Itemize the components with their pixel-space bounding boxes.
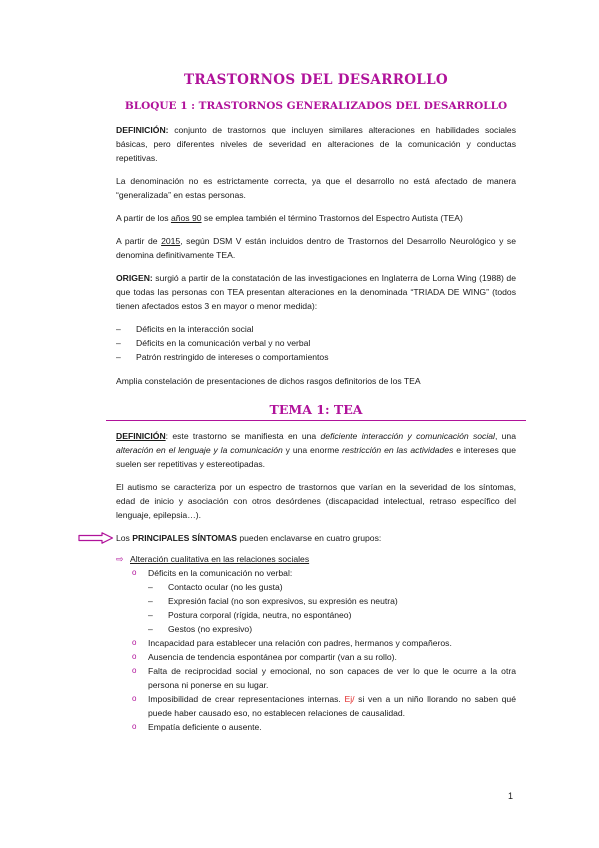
circle-bullet-icon: o xyxy=(132,638,137,647)
impossibility-text: si ven a un niño llorando no saben qué puede haber causado eso, no establecen relaciones de causalidad. xyxy=(148,694,516,718)
symptoms-pre: Los xyxy=(116,533,133,543)
social-alteration-heading xyxy=(116,552,516,566)
incapacity-text: Incapacidad para establecer una relación con padres, hermanos y compañeros. xyxy=(148,638,452,648)
dsm-post: , según DSM V están incluidos dentro de Trastornos del Desarrollo Neurológico y se denomina definitivamente TEA. xyxy=(116,236,516,260)
list-item xyxy=(116,322,516,336)
circle-bullet-icon: o xyxy=(132,666,137,675)
nonverbal-item-text: Contacto ocular (no les gusta) xyxy=(168,582,283,592)
list-item xyxy=(116,636,516,650)
list-item xyxy=(116,566,516,636)
absence-text: Ausencia de tendencia espontánea por compartir (van a su rollo). xyxy=(148,652,397,662)
tea-definition-text: : este trastorno se manifiesta en una xyxy=(165,431,321,441)
dash-marker: – xyxy=(148,610,153,620)
dsm-underlined: 2015 xyxy=(161,236,181,246)
nonverbal-items-list xyxy=(148,580,516,636)
nonverbal-item-text: Expresión facial (no son expresivos, su expresión es neutra) xyxy=(168,596,398,606)
hollow-arrow-icon: ⇨ xyxy=(116,554,124,564)
triad-item-text: Patrón restringido de intereses o comportamientos xyxy=(136,352,329,362)
tea-definition-text: e intereses que suelen ser repetitivas y estereotipadas. xyxy=(116,445,516,469)
wing-triad-list xyxy=(116,322,516,364)
dash-marker: – xyxy=(116,324,121,334)
dash-marker: – xyxy=(148,596,153,606)
definition-paragraph xyxy=(116,123,516,165)
circle-bullet-icon: o xyxy=(132,652,137,661)
example-label: Ej/ xyxy=(344,694,355,704)
list-item xyxy=(148,608,516,622)
years-90-underlined: años 90 xyxy=(170,213,202,223)
tea-definition-label: DEFINICIÓN xyxy=(116,431,166,441)
years-90-pre: A partir de los xyxy=(116,213,171,223)
origin-paragraph xyxy=(116,271,516,313)
list-item xyxy=(116,350,516,364)
tea-definition-emphasis: deficiente interacción y comunicación social xyxy=(320,431,495,441)
tea-definition-emphasis: alteración en el lenguaje y la comunicación xyxy=(116,445,283,455)
block-title: BLOQUE 1 : TRASTORNOS GENERALIZADOS DEL DESARROLLO xyxy=(124,100,508,112)
social-alteration-list xyxy=(116,566,516,734)
nonverbal-deficits-text: Déficits en la comunicación no verbal: xyxy=(148,568,293,578)
social-alteration-title: Alteración cualitativa en las relaciones sociales xyxy=(130,554,310,564)
list-item xyxy=(148,622,516,636)
page-content xyxy=(116,66,516,734)
list-item xyxy=(116,664,516,692)
years-90-post: se emplea también el término Trastornos del Espectro Autista (TEA) xyxy=(201,213,463,223)
years-90-paragraph xyxy=(116,211,516,225)
nonverbal-item-text: Gestos (no expresivo) xyxy=(168,624,253,634)
symptoms-post: pueden enclavarse en cuatro grupos: xyxy=(236,533,382,543)
triad-item-text: Déficits en la interacción social xyxy=(136,324,254,334)
autism-paragraph: El autismo se caracteriza por un espectro de trastornos que varían en la severidad de los síntomas, edad de inicio y asociación con otros desórdenes (discapacidad intelectual, retraso específico del lenguaje, epilepsia…). xyxy=(116,482,516,520)
tema-title: TEMA 1: TEA xyxy=(269,402,363,417)
list-item xyxy=(116,336,516,350)
list-item xyxy=(116,692,516,720)
dash-marker: – xyxy=(148,582,153,592)
definition-label: DEFINICIÓN: xyxy=(116,125,169,135)
list-item xyxy=(148,580,516,594)
dsm-paragraph xyxy=(116,234,516,262)
arrow-right-icon xyxy=(78,532,114,544)
circle-bullet-icon: o xyxy=(132,568,137,577)
list-item xyxy=(148,594,516,608)
empathy-text: Empatía deficiente o ausente. xyxy=(148,722,262,732)
tea-definition-text: y una enorme xyxy=(282,445,343,455)
list-item xyxy=(116,720,516,734)
tea-definition-paragraph xyxy=(116,429,516,471)
lack-reciprocity-text: Falta de reciprocidad social y emocional, no son capaces de ver lo que le ocurre a la otra persona ni ponerse en su lugar. xyxy=(148,666,516,690)
tema-divider xyxy=(106,420,526,421)
dash-marker: – xyxy=(116,338,121,348)
triad-item-text: Déficits en la comunicación verbal y no verbal xyxy=(136,338,311,348)
document-title: TRASTORNOS DEL DESARROLLO xyxy=(184,72,448,88)
definition-text: conjunto de trastornos que incluyen similares alteraciones en habilidades sociales básicas, pero diferentes niveles de severidad en alteraciones de la comunicación y conductas repetitivas. xyxy=(116,125,516,163)
nonverbal-item-text: Postura corporal (rígida, neutra, no espontáneo) xyxy=(168,610,352,620)
circle-bullet-icon: o xyxy=(132,722,137,731)
tema-header xyxy=(116,402,516,421)
dash-marker: – xyxy=(148,624,153,634)
symptoms-line xyxy=(116,531,516,545)
denomination-paragraph: La denominación no es estrictamente correcta, ya que el desarrollo no está afectado de manera “generalizada” en estas personas. xyxy=(116,176,516,200)
origin-label: ORIGEN: xyxy=(116,273,153,283)
circle-bullet-icon: o xyxy=(132,694,137,703)
tea-definition-text: , una xyxy=(494,431,516,441)
tea-definition-emphasis: restricción en las actividades xyxy=(342,445,454,455)
page-number: 1 xyxy=(507,791,513,801)
constellation-paragraph: Amplia constelación de presentaciones de dichos rasgos definitorios de los TEA xyxy=(116,376,421,386)
list-item xyxy=(116,650,516,664)
dash-marker: – xyxy=(116,352,121,362)
dsm-pre: A partir de xyxy=(116,236,162,246)
symptoms-bold: PRINCIPALES SÍNTOMAS xyxy=(132,533,237,543)
impossibility-text: Imposibilidad de crear representaciones internas. xyxy=(148,694,345,704)
origin-text: surgió a partir de la constatación de las investigaciones en Inglaterra de Lorna Wing (1988) de que todas las personas con TEA presentan alteraciones en la denominada “TRIADA DE WING” (todos tienen afectados estos 3 en mayor o menor medida): xyxy=(116,273,516,311)
